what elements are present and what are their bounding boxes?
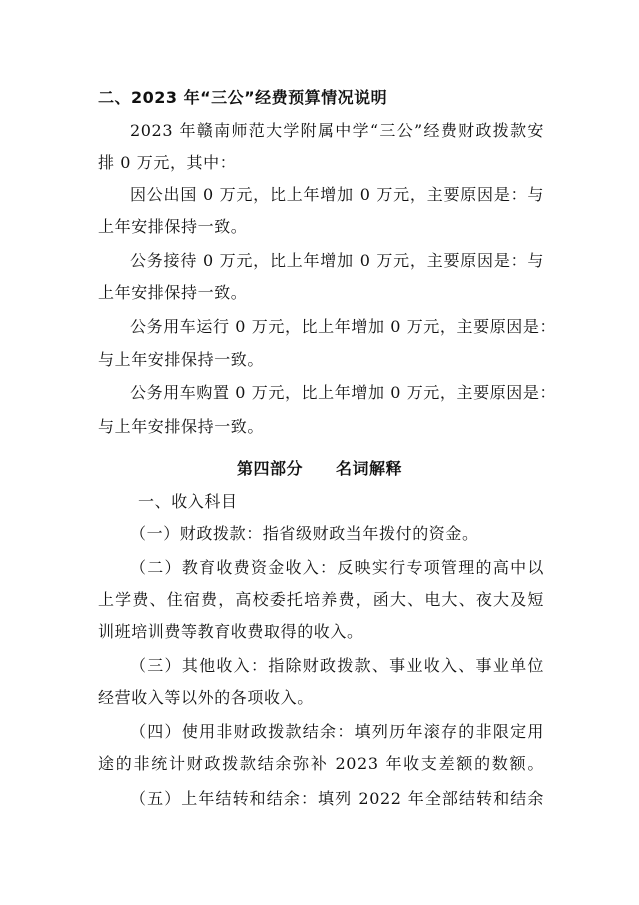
item-previous-carryover-line-1: （五）上年结转和结余：填列 2022 年全部结转和结余 (130, 789, 544, 808)
paragraph-intro-line-2: 排 0 万元，其中： (98, 153, 237, 172)
paragraph-reception-line-1: 公务接待 0 万元，比上年增加 0 万元，主要原因是：与 (130, 251, 544, 270)
part-four-title: 第四部分 名词解释 (236, 459, 402, 478)
income-subject-subhead: 一、收入科目 (138, 492, 238, 511)
item-education-fee-line-3: 训班培训费等教育收费取得的收入。 (98, 622, 364, 641)
paragraph-reception-line-2: 上年安排保持一致。 (98, 283, 248, 302)
paragraph-vehicle-buy-line-2: 与上年安排保持一致。 (98, 417, 265, 436)
paragraph-vehicle-run-line-2: 与上年安排保持一致。 (98, 350, 265, 369)
paragraph-abroad-line-2: 上年安排保持一致。 (98, 217, 248, 236)
paragraph-vehicle-run-line-1: 公务用车运行 0 万元，比上年增加 0 万元，主要原因是： (130, 317, 557, 336)
section-heading-three-public: 二、2023 年“三公”经费预算情况说明 (98, 88, 388, 107)
item-non-fiscal-balance-line-2: 途的非统计财政拨款结余弥补 2023 年收支差额的数额。 (98, 754, 544, 773)
paragraph-abroad-line-1: 因公出国 0 万元，比上年增加 0 万元，主要原因是：与 (130, 185, 544, 204)
paragraph-intro-line-1: 2023 年赣南师范大学附属中学“三公”经费财政拨款安 (130, 121, 544, 140)
item-fiscal-allocation-line-1: （一）财政拨款：指省级财政当年拨付的资金。 (130, 524, 479, 543)
item-education-fee-line-2: 上学费、住宿费，高校委托培养费，函大、电大、夜大及短 (98, 590, 544, 609)
item-other-income-line-2: 经营收入等以外的各项收入。 (98, 688, 314, 707)
item-education-fee-line-1: （二）教育收费资金收入：反映实行专项管理的高中以 (130, 558, 544, 577)
item-non-fiscal-balance-line-1: （四）使用非财政拨款结余：填列历年滚存的非限定用 (130, 722, 544, 741)
item-other-income-line-1: （三）其他收入：指除财政拨款、事业收入、事业单位 (130, 656, 544, 675)
paragraph-vehicle-buy-line-1: 公务用车购置 0 万元，比上年增加 0 万元，主要原因是： (130, 383, 557, 402)
